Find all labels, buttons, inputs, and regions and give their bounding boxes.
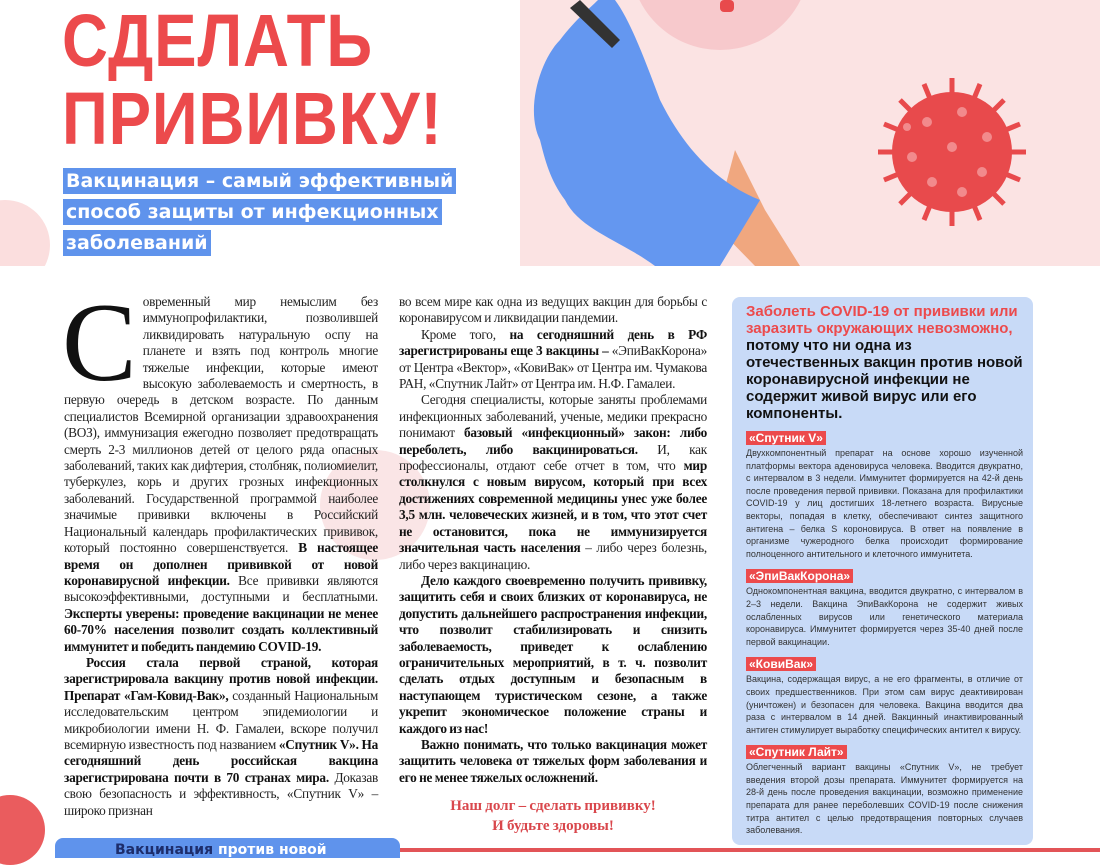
headline-highlight: Заболеть COVID-19 от прививки или заразить окружающих невозможно, <box>746 303 1018 337</box>
vaccine-name-label: «ЭпиВакКорона» <box>746 569 853 583</box>
vaccine-item <box>746 743 1023 837</box>
paragraph <box>399 737 707 786</box>
vaccine-name-label: «Спутник V» <box>746 431 826 445</box>
text: «ЭпиВакКорона» от Центра «Вектор», «КовиВак» от Центра им. Чумакова РАН, «Спутник Лайт» от Центра им. Н.Ф. Гамалеи. <box>399 343 707 392</box>
vaccine-list <box>746 429 1023 837</box>
text: во всем мире как одна из ведущих вакцин для борьбы с коронавирусом и ликвидации пандемии. <box>399 294 707 326</box>
tab-text-dark: Вакцинация <box>115 842 218 858</box>
closing-slogan <box>399 796 707 836</box>
vaccine-description: Двухкомпонентный препарат на основе хорошо изученной платформы вектора аденовируса человека. Вводится двукратно, с интервалом в 3 недели. Иммунитет формируется на 42-й день после проведения первой прививки. Показана для профилактики COVID-19 у лиц достигших 18-летнего возраста. Вирусные векторы, попадая в клетку, обеспечивают синтез защитного антигена – белка S короновируса. В ответ на появление в организме чужеродного белка происходит формирование полноценного антительного и клеточного иммунитета. <box>746 448 1023 559</box>
text: Кроме того, <box>421 326 510 342</box>
paragraph <box>399 327 707 393</box>
vaccine-item <box>746 655 1023 736</box>
headline-text: потому что ни одна из отечественных вакцин против новой коронавирусной инфекции не содержит живой вирус или его компоненты. <box>746 337 1023 422</box>
paragraph <box>62 281 378 655</box>
bold-text: Дело каждого своевременно получить прививку, защитить себя и своих близких от коронавируса, не допустить дальнейшего распространения инфекции, что позволит стабилизировать и снизить заболеваемость, приведет к ослаблению ограничительных мероприятий, в т. ч. позволит сделать отдых доступным и безопасным в наступающем туристическом сезоне, а также укрепит экономическое положение страны и каждого из нас! <box>399 572 707 736</box>
virus-icon <box>878 78 1026 226</box>
subtitle-text: Вакцинация – самый эффективный способ защиты от инфекционных заболеваний <box>63 168 456 256</box>
vaccine-item <box>746 429 1023 560</box>
footer-divider <box>400 848 1100 852</box>
title-line: ПРИВИВКУ! <box>62 77 443 160</box>
bold-text: базовый «инфекционный» закон: либо переболеть, либо вакцинироваться. <box>399 425 707 457</box>
drop-cap: С <box>62 281 137 405</box>
paragraph <box>399 573 707 737</box>
bold-text: мир столкнулся с новым вирусом, который при всех достижениях современной медицины унес уже более 3,5 млн. человеческих жизней, и в том, что этот счет не остановится, пока не иммунизируется значительная часть населения <box>399 458 707 556</box>
text: Доказав свою безопасность и эффективность, «Спутник V» – широко признан <box>64 769 379 818</box>
title-line: СДЕЛАТЬ <box>62 0 373 82</box>
vaccine-name-label: «КовиВак» <box>746 657 816 671</box>
vaccine-name-label: «Спутник Лайт» <box>746 745 847 759</box>
slogan-line: Наш долг – сделать прививку! <box>450 798 656 815</box>
corner-virus-icon <box>0 795 45 865</box>
subtitle <box>63 166 523 259</box>
box-headline <box>746 303 1023 422</box>
decorative-blob <box>0 200 50 266</box>
vaccine-item <box>746 567 1023 648</box>
vaccine-info-box <box>732 297 1033 845</box>
bold-text: «Спутник V». На сегодняшний день российская вакцина зарегистрирована почти в 70 странах мира. <box>64 736 378 785</box>
bold-text: В настоящее время он дополнен прививкой от новой коронавирусной инфекции. <box>64 540 378 588</box>
bold-text: на сегодняшний день в РФ зарегистрированы еще 3 вакцины – <box>399 326 707 359</box>
paragraph <box>64 655 378 819</box>
paragraph <box>399 294 707 327</box>
text: созданный Национальным исследовательским центром эпидемиологии и микробиологии имени Н. Ф. Гамалеи, вскоре получил всемирную известность под названием <box>64 687 378 752</box>
bold-text: Эксперты уверены: проведение вакцинации не менее 60-70% населения позволит создать коллективный иммунитет и победить пандемию COVID-19. <box>64 605 378 654</box>
virus-fragment-icon <box>720 0 734 12</box>
text: – либо через болезнь, либо через вакцинацию. <box>399 540 707 572</box>
bold-text: Важно понимать, что только вакцинация может защитить человека от тяжелых форм заболевания и его не менее тяжелых осложнений. <box>399 736 707 785</box>
page-title <box>62 2 443 158</box>
article-column-2 <box>399 294 707 836</box>
text: Все прививки являются высокоэффективными, доступными и бесплатными. <box>64 572 378 605</box>
paragraph <box>399 392 707 572</box>
header-banner <box>0 0 1100 266</box>
vaccine-description: Облегченный вариант вакцины «Спутник V», не требует введения второй дозы препарата. Иммунитет формируется на 28-й день после проведения вакцинации, возможно применение препарата для ранее переболевших COVID-19 после снижения титра антител с целью предотвращения повторных случаев заболевания. <box>746 762 1023 836</box>
glove-vaccine-illustration <box>520 0 1100 266</box>
tab-text-light: против новой <box>217 842 327 858</box>
text: И, как профессионалы, отдают себе отчет в том, что <box>399 441 707 474</box>
slogan-line: И будьте здоровы! <box>492 818 614 835</box>
vaccine-description: Вакцина, содержащая вирус, а не его фрагменты, в отличие от своих предшественников. При этом сам вирус деактивирован (уничтожен) и безопасен для человека. Вакцина вводится два раза с интервалом в 14 дней. Вакцинный инактивированный антиген стимулирует выработку специфических антител к вирусу. <box>746 674 1023 735</box>
text: Сегодня специалисты, которые заняты проблемами инфекционных заболеваний, ученые, медики прекрасно понимают <box>399 392 707 441</box>
article-column-1 <box>62 281 379 819</box>
text: овременный мир немыслим без иммунопрофилактики, позволившей ликвидировать натуральную оспу на планете и взять под контроль многие тяжелые инфекции, которые имеют высокую заболеваемость и смертность, в первую очередь в детском возрасте. По данным специалистов Всемирной организации здравоохранения (ВОЗ), иммунизация ежегодно позволяет предотвращать смерть 2-3 миллионов детей от целого ряда опасных заболеваний, таких как дифтерия, столбняк, полиомиелит, туберкулез, корь и других грозных инфекционных заболеваний. Государственной программой наиболее значимые прививки включены в Российский Национальный календарь профилактических прививок, который постоянно совершенствуется. <box>64 294 378 556</box>
bold-text: Россия стала первой страной, которая зарегистрировала вакцину против новой инфекции. Препарат «Гам-Ковид-Вак», <box>64 654 378 703</box>
vaccine-description: Однокомпонентная вакцина, вводится двукратно, с интервалом в 2–3 недели. Вакцина ЭпиВакКорона не содержит живых ослабленных вирусов или генетического материала коронавируса. Иммунитет формируется через 35-40 дней после первой вакцинации. <box>746 586 1023 647</box>
next-section-tab <box>55 838 400 858</box>
